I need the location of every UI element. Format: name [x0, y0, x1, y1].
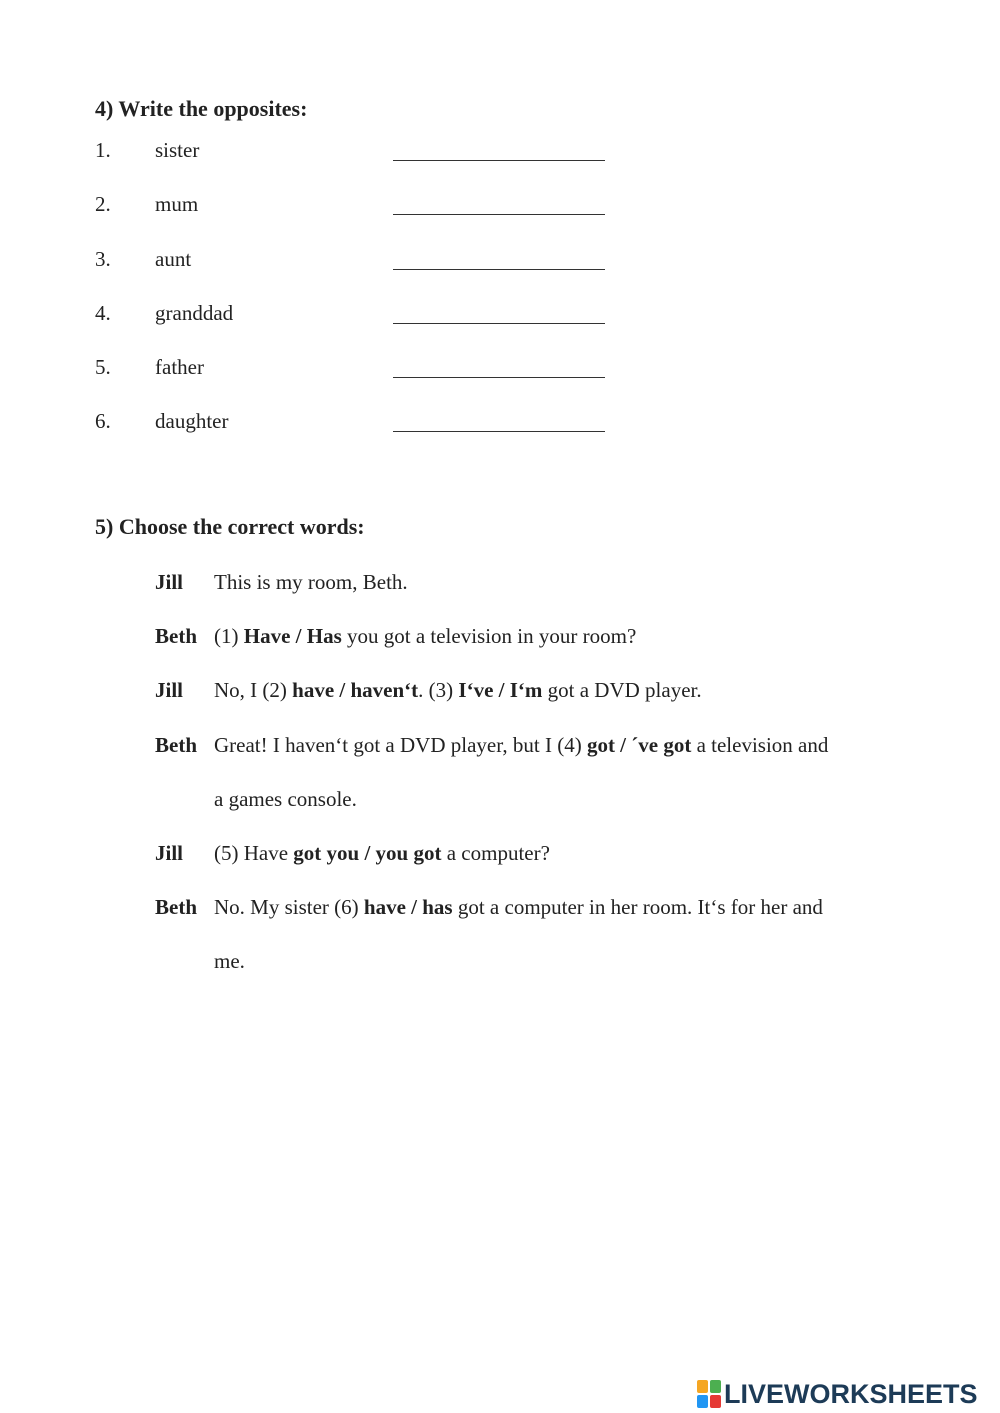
line-text: This is my room, Beth.: [214, 570, 408, 594]
line-text: a games console.: [214, 787, 357, 811]
item-number: 2.: [95, 192, 111, 216]
logo-tile: [710, 1380, 721, 1393]
answer-blank[interactable]: [393, 160, 605, 161]
opposite-item: [95, 245, 635, 273]
text-segment: No. My sister (6): [214, 895, 364, 919]
line-text: me.: [214, 949, 245, 973]
line-text: [214, 676, 702, 704]
section4-title: 4) Write the opposites:: [95, 96, 308, 121]
word-choice[interactable]: got you / you got: [293, 841, 442, 865]
logo-tile: [697, 1380, 708, 1393]
item-word: aunt: [155, 247, 192, 271]
item-number: 6.: [95, 409, 111, 433]
text-segment: Great! I haven‘t got a DVD player, but I (4): [214, 733, 587, 757]
item-number: 1.: [95, 138, 111, 162]
opposite-item: [95, 299, 635, 327]
speaker-name: Beth: [155, 733, 197, 757]
answer-blank[interactable]: [393, 323, 605, 324]
speaker-name: Jill: [155, 678, 184, 702]
logo-text: LIVEWORKSHEETS: [724, 1379, 978, 1409]
word-choice[interactable]: Have / Has: [243, 624, 342, 648]
line-text: [214, 839, 550, 867]
logo-tile: [710, 1395, 721, 1408]
opposite-item: [95, 407, 635, 435]
opposite-item: [95, 136, 635, 164]
line-text: [214, 893, 823, 921]
text-segment: . (3): [418, 678, 459, 702]
section5-title: 5) Choose the correct words:: [95, 514, 365, 539]
item-number: 5.: [95, 355, 111, 379]
item-word: sister: [155, 138, 200, 162]
answer-blank[interactable]: [393, 431, 605, 432]
speaker-name: Jill: [155, 570, 184, 594]
text-segment: (1): [214, 624, 244, 648]
item-number: 3.: [95, 247, 111, 271]
opposite-item: [95, 353, 635, 381]
word-choice[interactable]: I‘ve / I‘m: [458, 678, 543, 702]
item-word: daughter: [155, 409, 229, 433]
item-number: 4.: [95, 301, 111, 325]
word-choice[interactable]: have / haven‘t: [292, 678, 419, 702]
text-segment: got a computer in her room. It‘s for her and: [452, 895, 823, 919]
opposite-item: [95, 190, 635, 218]
text-segment: got a DVD player.: [542, 678, 702, 702]
word-choice[interactable]: have / has: [363, 895, 453, 919]
liveworksheets-logo: [697, 1376, 978, 1412]
logo-mark-icon: [697, 1380, 721, 1408]
speaker-name: Beth: [155, 895, 197, 919]
speaker-name: Jill: [155, 841, 184, 865]
text-segment: a computer?: [441, 841, 550, 865]
answer-blank[interactable]: [393, 269, 605, 270]
text-segment: (5) Have: [214, 841, 294, 865]
text-segment: a television and: [691, 733, 829, 757]
logo-tile: [697, 1395, 708, 1408]
item-word: granddad: [155, 301, 234, 325]
word-choice[interactable]: got / ´ve got: [586, 733, 692, 757]
text-segment: No, I (2): [214, 678, 293, 702]
item-word: father: [155, 355, 204, 379]
line-text: [214, 622, 636, 650]
answer-blank[interactable]: [393, 377, 605, 378]
text-segment: you got a television in your room?: [341, 624, 637, 648]
speaker-name: Beth: [155, 624, 197, 648]
item-word: mum: [155, 192, 199, 216]
answer-blank[interactable]: [393, 214, 605, 215]
line-text: [214, 731, 828, 759]
